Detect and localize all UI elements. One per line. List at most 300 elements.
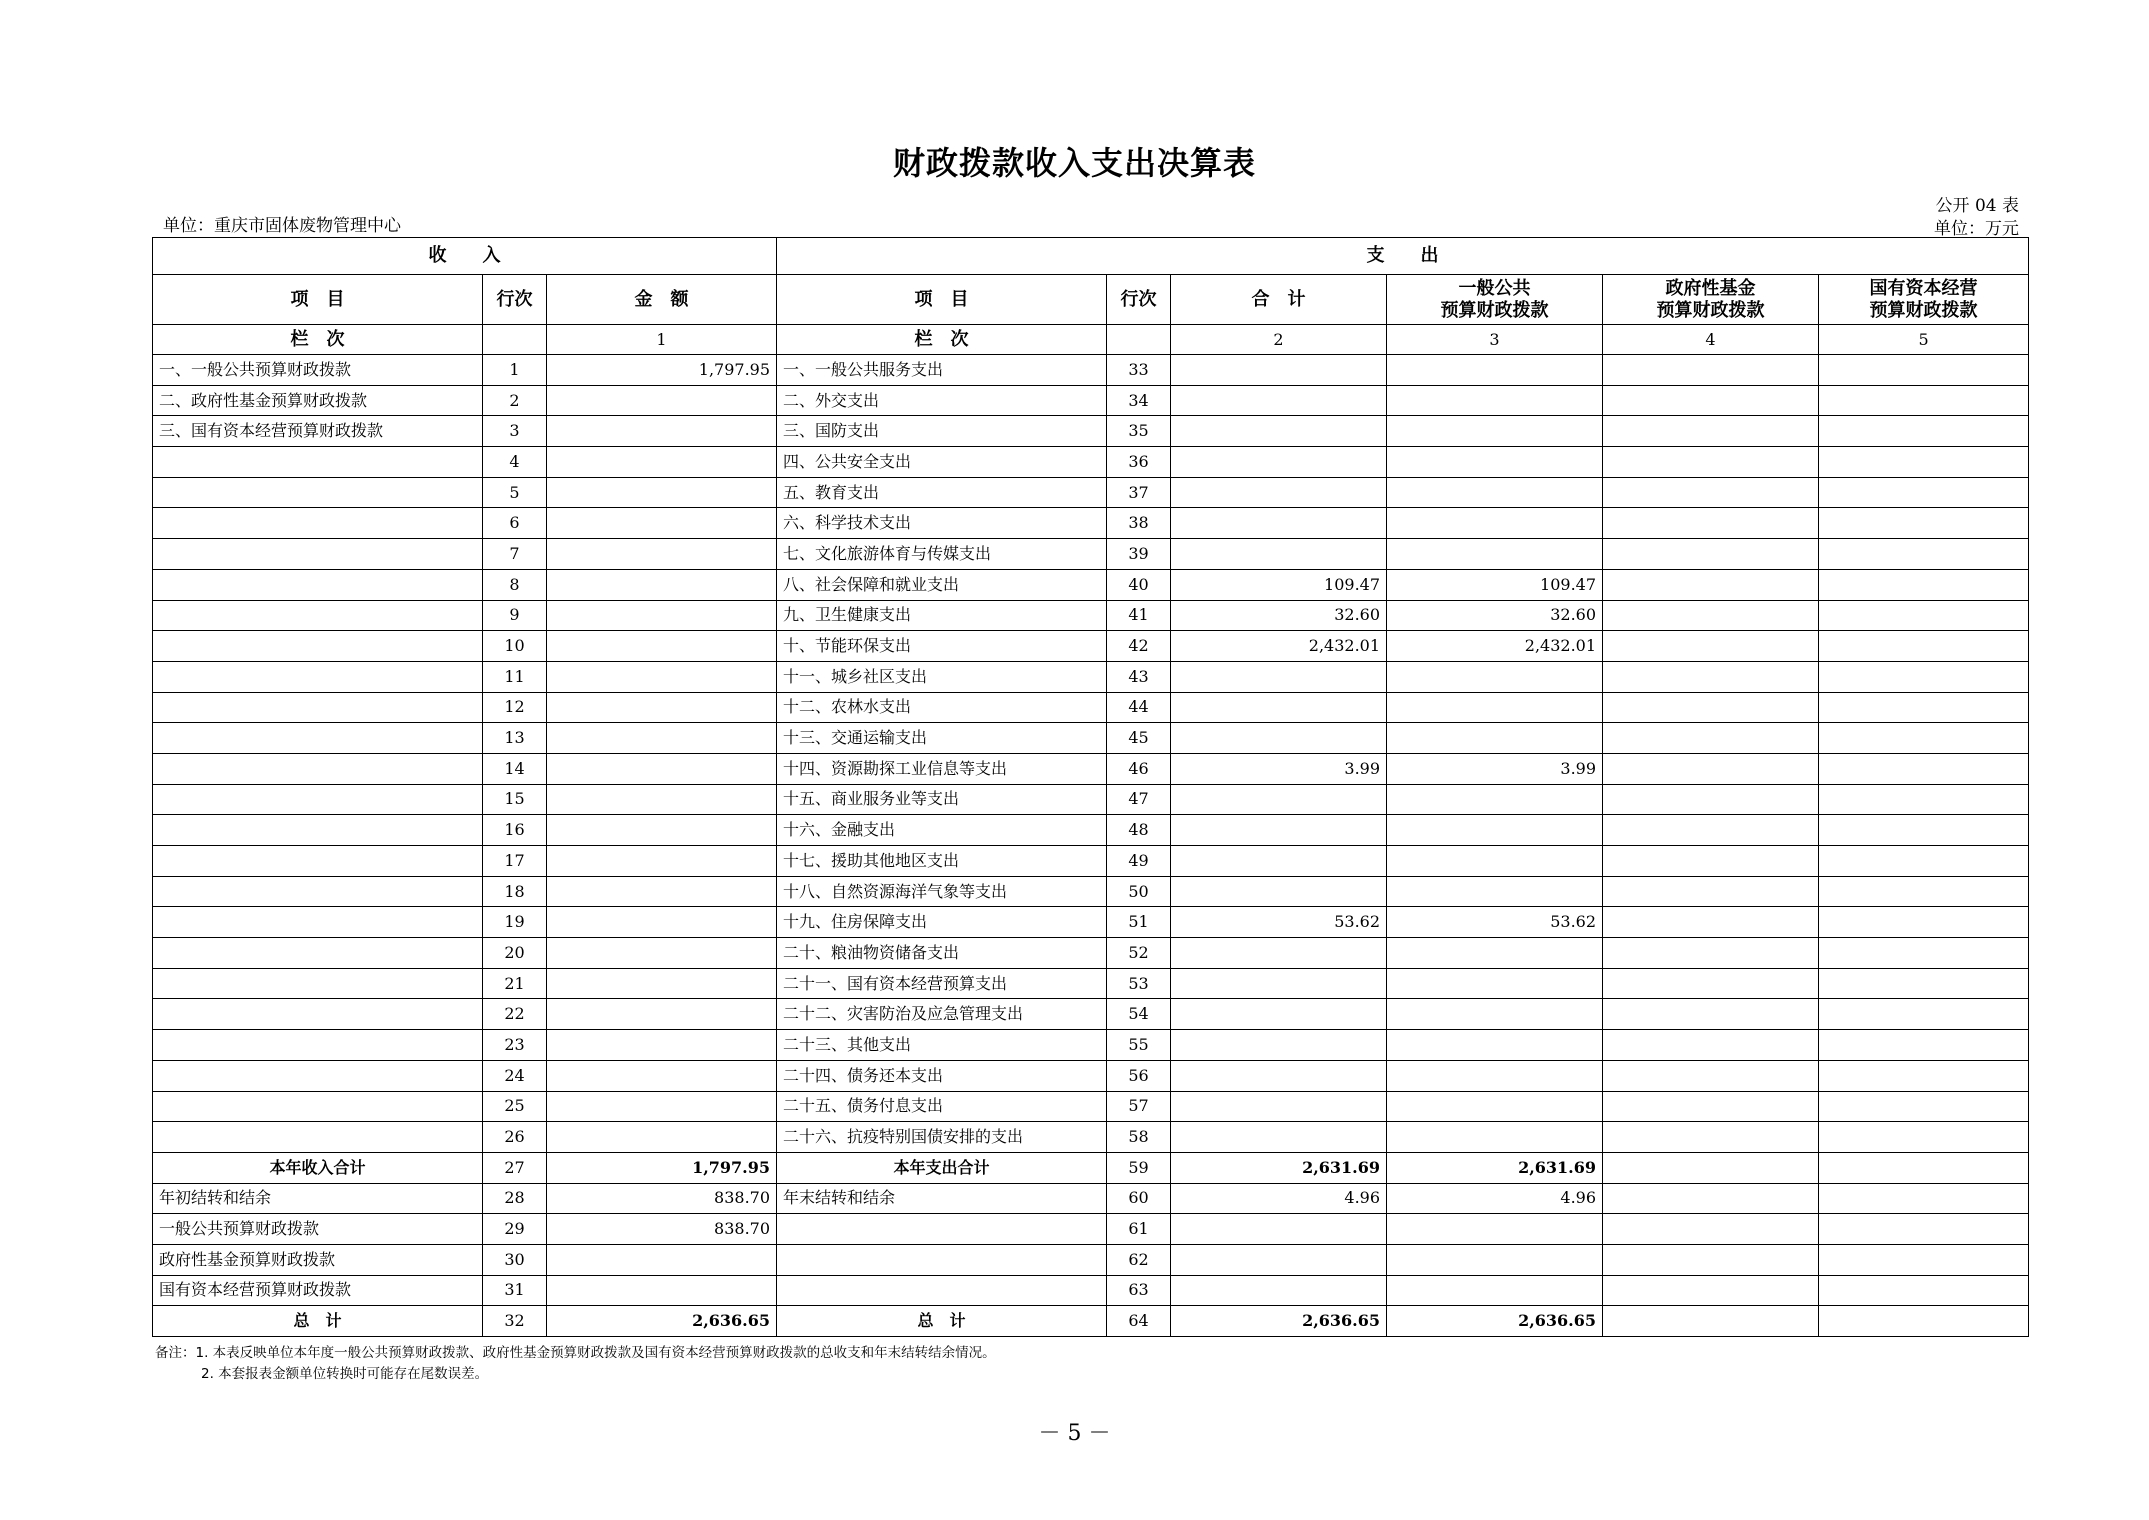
general-budget-amount	[1387, 692, 1603, 723]
table-row	[153, 569, 2029, 600]
expense-total	[1171, 815, 1387, 846]
general-budget-amount	[1387, 1275, 1603, 1306]
soe-budget-amount	[1819, 385, 2029, 416]
gov-fund-amount	[1603, 692, 1819, 723]
expense-item: 二十二、灾害防治及应急管理支出	[777, 999, 1107, 1030]
gov-fund-amount	[1603, 1122, 1819, 1153]
expense-item: 二十六、抗疫特别国债安排的支出	[777, 1122, 1107, 1153]
general-budget-amount	[1387, 1214, 1603, 1245]
general-budget-amount	[1387, 355, 1603, 386]
income-line-no: 31	[483, 1275, 547, 1306]
income-item: 一般公共预算财政拨款	[153, 1214, 483, 1245]
income-item	[153, 631, 483, 662]
table-row	[153, 1091, 2029, 1122]
table-row	[153, 907, 2029, 938]
income-line-no: 8	[483, 569, 547, 600]
expense-line-no: 43	[1107, 661, 1171, 692]
table-row	[153, 477, 2029, 508]
expense-line-no: 53	[1107, 968, 1171, 999]
soe-budget-amount	[1819, 876, 2029, 907]
income-amount: 1,797.95	[547, 355, 777, 386]
note-line-1: 备注：1. 本表反映单位本年度一般公共预算财政拨款、政府性基金预算财政拨款及国有资本经营预算财政拨款的总收支和年末结转结余情况。	[155, 1345, 996, 1361]
soe-budget-amount	[1819, 1030, 2029, 1061]
expense-total	[1171, 539, 1387, 570]
table-row	[153, 968, 2029, 999]
expense-line-no: 59	[1107, 1152, 1171, 1183]
income-item: 二、政府性基金预算财政拨款	[153, 385, 483, 416]
income-line-header: 行次	[483, 275, 547, 325]
income-item	[153, 753, 483, 784]
gov-fund-amount	[1603, 1091, 1819, 1122]
expense-item: 二十三、其他支出	[777, 1030, 1107, 1061]
gov-fund-amount	[1603, 477, 1819, 508]
soe-budget-header-line1: 国有资本经营	[1869, 277, 1978, 299]
expense-total	[1171, 723, 1387, 754]
general-budget-amount	[1387, 784, 1603, 815]
general-budget-header-line1: 一般公共	[1458, 277, 1531, 299]
gov-fund-amount	[1603, 1183, 1819, 1214]
general-budget-amount: 53.62	[1387, 907, 1603, 938]
gov-fund-amount	[1603, 1030, 1819, 1061]
income-item: 本年收入合计	[153, 1152, 483, 1183]
income-item: 国有资本经营预算财政拨款	[153, 1275, 483, 1306]
gov-fund-amount	[1603, 846, 1819, 877]
table-row	[153, 999, 2029, 1030]
income-item: 总 计	[153, 1306, 483, 1337]
expense-line-no: 57	[1107, 1091, 1171, 1122]
income-line-no: 22	[483, 999, 547, 1030]
soe-budget-amount	[1819, 692, 2029, 723]
currency-unit: 单位：万元	[1934, 219, 2019, 239]
expense-line-no: 48	[1107, 815, 1171, 846]
income-line-no: 18	[483, 876, 547, 907]
gov-fund-amount	[1603, 385, 1819, 416]
table-row	[153, 938, 2029, 969]
expense-line-no: 40	[1107, 569, 1171, 600]
general-budget-amount	[1387, 1060, 1603, 1091]
income-amount	[547, 907, 777, 938]
col-index-2: 2	[1171, 325, 1387, 355]
gov-fund-amount	[1603, 876, 1819, 907]
expense-line-no: 58	[1107, 1122, 1171, 1153]
col-index-1: 1	[547, 325, 777, 355]
income-item	[153, 569, 483, 600]
general-budget-amount	[1387, 1091, 1603, 1122]
expense-line-no: 62	[1107, 1244, 1171, 1275]
expense-line-no: 37	[1107, 477, 1171, 508]
income-item	[153, 999, 483, 1030]
income-line-no: 14	[483, 753, 547, 784]
income-line-no: 26	[483, 1122, 547, 1153]
income-amount	[547, 753, 777, 784]
soe-budget-amount	[1819, 447, 2029, 478]
expense-item: 九、卫生健康支出	[777, 600, 1107, 631]
expense-item: 本年支出合计	[777, 1152, 1107, 1183]
income-amount	[547, 815, 777, 846]
soe-budget-amount	[1819, 508, 2029, 539]
income-line-no: 6	[483, 508, 547, 539]
expense-item: 八、社会保障和就业支出	[777, 569, 1107, 600]
income-line-no: 16	[483, 815, 547, 846]
expense-line-no: 49	[1107, 846, 1171, 877]
expense-item: 六、科学技术支出	[777, 508, 1107, 539]
expense-line-no: 42	[1107, 631, 1171, 662]
expense-total: 4.96	[1171, 1183, 1387, 1214]
income-amount	[547, 692, 777, 723]
income-section-header: 收 入	[153, 238, 777, 275]
table-row	[153, 692, 2029, 723]
gov-fund-amount	[1603, 631, 1819, 662]
income-amount	[547, 569, 777, 600]
income-line-no: 1	[483, 355, 547, 386]
expense-item: 一、一般公共服务支出	[777, 355, 1107, 386]
expense-item: 十二、农林水支出	[777, 692, 1107, 723]
expense-line-no: 51	[1107, 907, 1171, 938]
income-item: 三、国有资本经营预算财政拨款	[153, 416, 483, 447]
income-amount	[547, 1244, 777, 1275]
soe-budget-amount	[1819, 661, 2029, 692]
unit-name: 单位：重庆市固体废物管理中心	[163, 216, 401, 236]
income-item	[153, 938, 483, 969]
expense-line-no: 61	[1107, 1214, 1171, 1245]
income-amount	[547, 1091, 777, 1122]
expense-item: 十七、援助其他地区支出	[777, 846, 1107, 877]
income-amount	[547, 846, 777, 877]
expense-item: 二十一、国有资本经营预算支出	[777, 968, 1107, 999]
table-row	[153, 784, 2029, 815]
expense-total	[1171, 477, 1387, 508]
table-row	[153, 1030, 2029, 1061]
income-line-no: 21	[483, 968, 547, 999]
soe-budget-amount	[1819, 999, 2029, 1030]
soe-budget-amount	[1819, 539, 2029, 570]
income-amount	[547, 1030, 777, 1061]
expense-line-no: 63	[1107, 1275, 1171, 1306]
expense-item: 总 计	[777, 1306, 1107, 1337]
expense-total	[1171, 876, 1387, 907]
expense-item: 十三、交通运输支出	[777, 723, 1107, 754]
expense-line-no: 39	[1107, 539, 1171, 570]
soe-budget-amount	[1819, 1306, 2029, 1337]
income-line-no: 23	[483, 1030, 547, 1061]
income-item	[153, 876, 483, 907]
gov-fund-amount	[1603, 447, 1819, 478]
soe-budget-amount	[1819, 477, 2029, 508]
income-item	[153, 1091, 483, 1122]
general-budget-amount	[1387, 815, 1603, 846]
general-budget-amount: 2,636.65	[1387, 1306, 1603, 1337]
carry-over-row	[153, 1275, 2029, 1306]
gov-fund-amount	[1603, 907, 1819, 938]
soe-budget-amount	[1819, 907, 2029, 938]
expense-total	[1171, 1214, 1387, 1245]
expense-line-header: 行次	[1107, 275, 1171, 325]
general-budget-amount	[1387, 1030, 1603, 1061]
expense-total	[1171, 692, 1387, 723]
soe-budget-amount	[1819, 784, 2029, 815]
table-row	[153, 815, 2029, 846]
soe-budget-amount	[1819, 416, 2029, 447]
income-item	[153, 723, 483, 754]
income-line-no: 28	[483, 1183, 547, 1214]
table-row	[153, 416, 2029, 447]
general-budget-amount	[1387, 999, 1603, 1030]
expense-item: 十六、金融支出	[777, 815, 1107, 846]
gov-fund-amount	[1603, 1060, 1819, 1091]
income-line-no: 9	[483, 600, 547, 631]
expense-item: 十四、资源勘探工业信息等支出	[777, 753, 1107, 784]
expense-total	[1171, 846, 1387, 877]
income-amount	[547, 661, 777, 692]
income-amount	[547, 999, 777, 1030]
expense-line-no: 41	[1107, 600, 1171, 631]
general-budget-amount	[1387, 539, 1603, 570]
gov-fund-amount	[1603, 1152, 1819, 1183]
expense-item	[777, 1214, 1107, 1245]
gov-fund-amount	[1603, 508, 1819, 539]
income-line-no: 5	[483, 477, 547, 508]
expense-total	[1171, 355, 1387, 386]
income-amount	[547, 1275, 777, 1306]
expense-item: 七、文化旅游体育与传媒支出	[777, 539, 1107, 570]
gov-fund-amount	[1603, 938, 1819, 969]
soe-budget-amount	[1819, 355, 2029, 386]
expense-line-no: 44	[1107, 692, 1171, 723]
expense-total	[1171, 784, 1387, 815]
general-budget-amount: 32.60	[1387, 600, 1603, 631]
expense-total	[1171, 968, 1387, 999]
income-item	[153, 1030, 483, 1061]
income-amount	[547, 508, 777, 539]
expense-line-no: 46	[1107, 753, 1171, 784]
expense-line-no: 34	[1107, 385, 1171, 416]
soe-budget-amount	[1819, 1183, 2029, 1214]
income-amount	[547, 385, 777, 416]
expense-total: 2,432.01	[1171, 631, 1387, 662]
income-line-no: 19	[483, 907, 547, 938]
expense-item: 十、节能环保支出	[777, 631, 1107, 662]
income-amount	[547, 631, 777, 662]
table-row	[153, 661, 2029, 692]
expense-line-no: 64	[1107, 1306, 1171, 1337]
expense-total	[1171, 1030, 1387, 1061]
general-budget-amount: 109.47	[1387, 569, 1603, 600]
carry-over-row	[153, 1214, 2029, 1245]
income-line-no: 20	[483, 938, 547, 969]
income-amount	[547, 477, 777, 508]
page-title: 财政拨款收入支出决算表	[892, 144, 1256, 182]
gov-fund-amount	[1603, 661, 1819, 692]
expense-line-no: 38	[1107, 508, 1171, 539]
table-row	[153, 539, 2029, 570]
income-line-no: 10	[483, 631, 547, 662]
income-line-no: 27	[483, 1152, 547, 1183]
expense-total: 109.47	[1171, 569, 1387, 600]
general-budget-amount	[1387, 846, 1603, 877]
income-amount: 1,797.95	[547, 1152, 777, 1183]
table-row	[153, 846, 2029, 877]
expense-item: 十九、住房保障支出	[777, 907, 1107, 938]
income-line-no: 3	[483, 416, 547, 447]
expense-total: 3.99	[1171, 753, 1387, 784]
expense-total	[1171, 1091, 1387, 1122]
soe-budget-amount	[1819, 1091, 2029, 1122]
income-item	[153, 968, 483, 999]
expense-col-label: 栏 次	[777, 325, 1107, 355]
general-budget-amount	[1387, 968, 1603, 999]
soe-budget-amount	[1819, 1060, 2029, 1091]
income-line-no: 4	[483, 447, 547, 478]
income-line-no: 17	[483, 846, 547, 877]
soe-budget-amount	[1819, 1122, 2029, 1153]
general-budget-amount: 2,631.69	[1387, 1152, 1603, 1183]
expense-line-no: 54	[1107, 999, 1171, 1030]
expense-line-no: 56	[1107, 1060, 1171, 1091]
income-amount	[547, 968, 777, 999]
expense-line-no: 45	[1107, 723, 1171, 754]
income-line-no: 12	[483, 692, 547, 723]
income-line-no: 13	[483, 723, 547, 754]
income-amount: 2,636.65	[547, 1306, 777, 1337]
header-section-row	[153, 238, 2029, 275]
soe-budget-amount	[1819, 569, 2029, 600]
general-budget-amount	[1387, 385, 1603, 416]
table-row	[153, 385, 2029, 416]
expense-line-no: 35	[1107, 416, 1171, 447]
expense-item-header: 项 目	[777, 275, 1107, 325]
soe-budget-amount	[1819, 1152, 2029, 1183]
expense-col-blank	[1107, 325, 1171, 355]
gov-fund-amount	[1603, 539, 1819, 570]
income-item	[153, 600, 483, 631]
table-row	[153, 1060, 2029, 1091]
income-item-header: 项 目	[153, 275, 483, 325]
expense-total: 53.62	[1171, 907, 1387, 938]
year-total-row	[153, 1152, 2029, 1183]
general-budget-amount: 3.99	[1387, 753, 1603, 784]
income-amount	[547, 416, 777, 447]
gov-fund-amount	[1603, 1306, 1819, 1337]
soe-budget-amount	[1819, 846, 2029, 877]
income-item	[153, 907, 483, 938]
expense-item: 二、外交支出	[777, 385, 1107, 416]
expense-item	[777, 1275, 1107, 1306]
expense-line-no: 52	[1107, 938, 1171, 969]
soe-budget-amount	[1819, 1214, 2029, 1245]
soe-budget-amount	[1819, 631, 2029, 662]
gov-fund-amount	[1603, 1244, 1819, 1275]
expense-total	[1171, 661, 1387, 692]
expense-total	[1171, 1275, 1387, 1306]
general-budget-amount	[1387, 1244, 1603, 1275]
income-line-no: 15	[483, 784, 547, 815]
gov-fund-header	[1603, 275, 1819, 325]
expense-total	[1171, 416, 1387, 447]
income-item	[153, 539, 483, 570]
general-budget-amount	[1387, 508, 1603, 539]
col-index-4: 4	[1603, 325, 1819, 355]
general-budget-header-line2: 预算财政拨款	[1440, 299, 1549, 321]
general-budget-header	[1387, 275, 1603, 325]
income-item	[153, 846, 483, 877]
carry-over-row	[153, 1183, 2029, 1214]
income-item	[153, 1122, 483, 1153]
carry-over-row	[153, 1244, 2029, 1275]
general-budget-amount: 4.96	[1387, 1183, 1603, 1214]
expense-total	[1171, 1244, 1387, 1275]
income-line-no: 25	[483, 1091, 547, 1122]
expense-total: 2,631.69	[1171, 1152, 1387, 1183]
form-number: 公开 04 表	[1935, 196, 2019, 216]
expense-item: 五、教育支出	[777, 477, 1107, 508]
income-line-no: 29	[483, 1214, 547, 1245]
expense-line-no: 33	[1107, 355, 1171, 386]
table-row	[153, 631, 2029, 662]
expense-item: 年末结转和结余	[777, 1183, 1107, 1214]
column-index-row	[153, 325, 2029, 355]
income-amount	[547, 723, 777, 754]
income-line-no: 11	[483, 661, 547, 692]
expense-line-no: 60	[1107, 1183, 1171, 1214]
gov-fund-header-line2: 预算财政拨款	[1656, 299, 1765, 321]
income-item	[153, 508, 483, 539]
table-row	[153, 876, 2029, 907]
note-line-2: 2. 本套报表金额单位转换时可能存在尾数误差。	[201, 1366, 489, 1382]
income-item	[153, 784, 483, 815]
income-line-no: 2	[483, 385, 547, 416]
expense-total	[1171, 999, 1387, 1030]
soe-budget-header	[1819, 275, 2029, 325]
expense-total	[1171, 447, 1387, 478]
page-number: － 5 －	[1038, 1421, 1111, 1446]
income-line-no: 30	[483, 1244, 547, 1275]
soe-budget-header-line2: 预算财政拨款	[1869, 299, 1978, 321]
income-amount	[547, 447, 777, 478]
income-amount	[547, 600, 777, 631]
expense-section-header: 支 出	[777, 238, 2029, 275]
gov-fund-amount	[1603, 416, 1819, 447]
expense-item: 二十五、债务付息支出	[777, 1091, 1107, 1122]
table-row	[153, 723, 2029, 754]
soe-budget-amount	[1819, 968, 2029, 999]
expense-item	[777, 1244, 1107, 1275]
table-row	[153, 508, 2029, 539]
income-line-no: 7	[483, 539, 547, 570]
gov-fund-amount	[1603, 784, 1819, 815]
expense-item: 十八、自然资源海洋气象等支出	[777, 876, 1107, 907]
expense-total	[1171, 508, 1387, 539]
soe-budget-amount	[1819, 1275, 2029, 1306]
col-index-3: 3	[1387, 325, 1603, 355]
gov-fund-amount	[1603, 999, 1819, 1030]
general-budget-amount: 2,432.01	[1387, 631, 1603, 662]
gov-fund-amount	[1603, 569, 1819, 600]
general-budget-amount	[1387, 447, 1603, 478]
expense-total	[1171, 1060, 1387, 1091]
expense-total: 2,636.65	[1171, 1306, 1387, 1337]
income-item	[153, 447, 483, 478]
income-amount	[547, 1060, 777, 1091]
grand-total-row	[153, 1306, 2029, 1337]
notes	[155, 1343, 996, 1385]
soe-budget-amount	[1819, 1244, 2029, 1275]
income-amount: 838.70	[547, 1183, 777, 1214]
expense-item: 十一、城乡社区支出	[777, 661, 1107, 692]
income-item	[153, 815, 483, 846]
expense-item: 三、国防支出	[777, 416, 1107, 447]
general-budget-amount	[1387, 723, 1603, 754]
expense-item: 二十、粮油物资储备支出	[777, 938, 1107, 969]
